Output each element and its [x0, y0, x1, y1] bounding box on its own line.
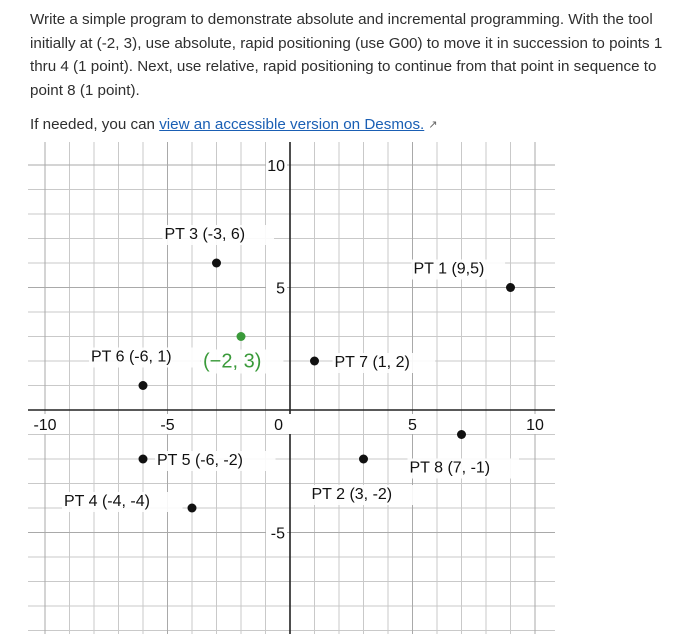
data-point: [237, 332, 246, 341]
point-label: PT 8 (7, -1): [409, 459, 491, 477]
point-label: PT 6 (-6, 1): [91, 348, 172, 366]
x-tick-label: 0: [274, 417, 283, 434]
graph-background: [28, 142, 555, 634]
point-label: (−2, 3): [203, 350, 262, 373]
x-tick-label: 5: [408, 417, 417, 434]
data-point: [359, 455, 368, 464]
desmos-link[interactable]: view an accessible version on Desmos.: [159, 116, 425, 133]
coordinate-graph: [0, 140, 700, 636]
point-label: PT 2 (3, -2): [311, 486, 393, 503]
data-point: [188, 504, 197, 513]
point-label: PT 7 (1, 2): [334, 354, 410, 371]
data-point: [310, 357, 319, 366]
x-tick-label: -5: [160, 417, 175, 434]
point-label: PT 5 (-6, -2): [157, 452, 243, 469]
external-link-icon: ↗: [428, 119, 438, 131]
data-point: [139, 381, 148, 390]
point-label: PT 1 (9,5): [413, 260, 485, 278]
x-tick-label: 10: [526, 417, 544, 434]
accessible-version-line: [30, 114, 437, 136]
accessible-prefix: If needed, you can: [30, 116, 160, 133]
point-label: PT 3 (-3, 6): [164, 226, 246, 243]
x-tick-label: -10: [33, 417, 57, 434]
data-point: [212, 259, 221, 268]
y-tick-label: 5: [276, 280, 285, 298]
data-point: [457, 430, 466, 439]
data-point: [506, 283, 515, 292]
question-text: Write a simple program to demonstrate absolute and incremental programming. With the tool initially at (-2, 3), use absolute, rapid positioning (use G00) to move it in succession to points 1 thru 4 (1 point). Next, use relative, rapid positioning to continue from that point in sequence to point 8 (1 point).: [30, 11, 663, 99]
y-tick-label: 10: [267, 158, 285, 175]
data-point: [139, 455, 148, 464]
point-label: PT 4 (-4, -4): [64, 493, 150, 510]
y-tick-label: -5: [270, 525, 285, 543]
